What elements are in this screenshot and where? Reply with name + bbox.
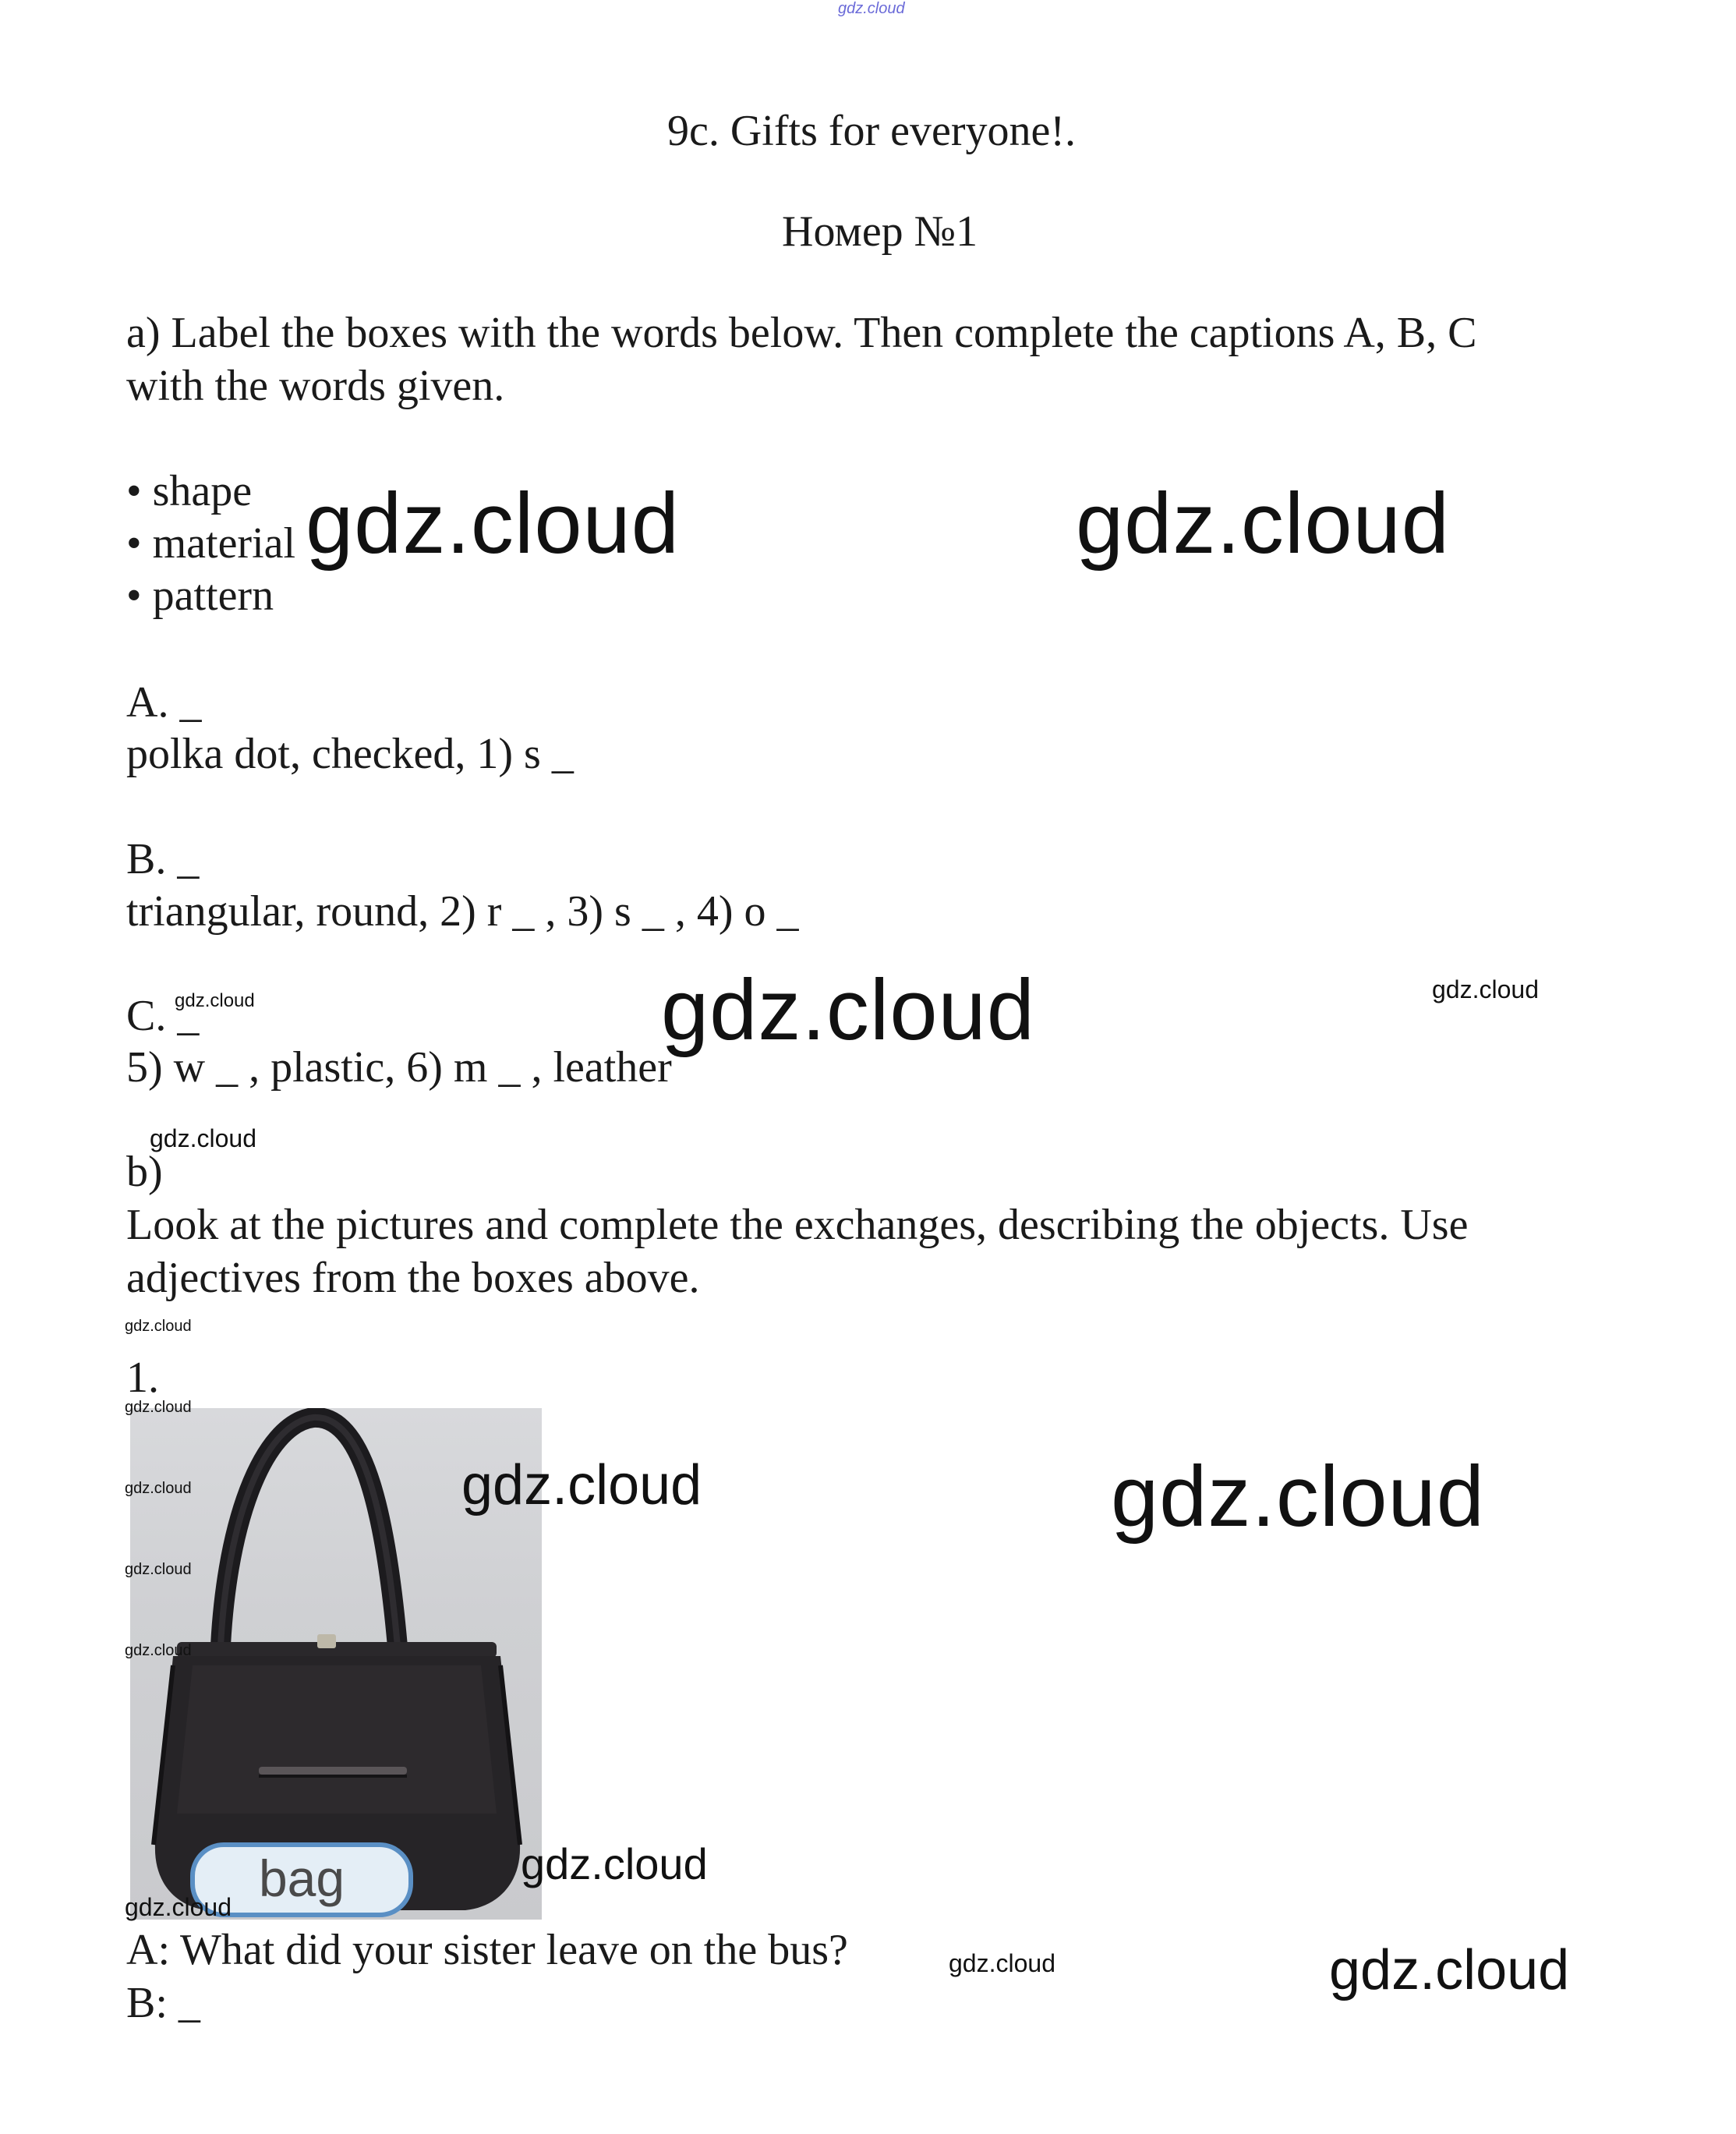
bag-tag-label: bag xyxy=(258,1849,345,1907)
task-a-instruction-line1: a) Label the boxes with the words below. Then complete the captions A, B, C xyxy=(126,309,1477,357)
task-b-label: b) xyxy=(126,1148,163,1196)
caption-a-label: A. _ xyxy=(126,678,202,727)
task-b-instruction-line2: adjectives from the boxes above. xyxy=(126,1254,700,1302)
watermark: gdz.cloud xyxy=(1076,476,1450,572)
caption-c-label: C. _ xyxy=(126,992,200,1040)
watermark: gdz.cloud xyxy=(661,962,1035,1058)
caption-b-text: triangular, round, 2) r _ , 3) s _ , 4) o _ xyxy=(126,887,799,936)
watermark: gdz.cloud xyxy=(1329,1939,1570,2001)
bullet-pattern: • pattern xyxy=(126,572,274,620)
watermark: gdz.cloud xyxy=(125,1893,232,1921)
watermark: gdz.cloud xyxy=(461,1454,702,1516)
dialogue-b: B: _ xyxy=(126,1979,200,2027)
item-number: 1. xyxy=(126,1354,159,1402)
dialogue-a: A: What did your sister leave on the bus? xyxy=(126,1926,848,1974)
watermark: gdz.cloud xyxy=(1111,1449,1485,1545)
watermark: gdz.cloud xyxy=(125,1399,192,1416)
watermark: gdz.cloud xyxy=(125,1480,192,1497)
watermark: gdz.cloud xyxy=(125,1642,192,1659)
watermark: gdz.cloud xyxy=(125,1561,192,1578)
watermark: gdz.cloud xyxy=(150,1124,256,1152)
watermark: gdz.cloud xyxy=(1432,975,1539,1003)
caption-c-text: 5) w _ , plastic, 6) m _ , leather xyxy=(126,1043,672,1092)
page-title: 9c. Gifts for everyone!. xyxy=(667,107,1077,155)
bullet-shape: • shape xyxy=(126,467,253,515)
page-subtitle: Номер №1 xyxy=(782,207,978,256)
watermark: gdz.cloud xyxy=(175,990,255,1011)
watermark: gdz.cloud xyxy=(949,1949,1055,1977)
bullet-material: • material xyxy=(126,519,296,568)
header-watermark: gdz.cloud xyxy=(838,0,905,17)
caption-b-label: B. _ xyxy=(126,835,200,883)
task-a-instruction-line2: with the words given. xyxy=(126,362,505,410)
caption-a-text: polka dot, checked, 1) s _ xyxy=(126,730,574,778)
watermark: gdz.cloud xyxy=(306,476,680,572)
watermark: gdz.cloud xyxy=(521,1839,708,1888)
task-b-instruction-line1: Look at the pictures and complete the exchanges, describing the objects. Use xyxy=(126,1201,1469,1249)
watermark: gdz.cloud xyxy=(125,1318,192,1335)
